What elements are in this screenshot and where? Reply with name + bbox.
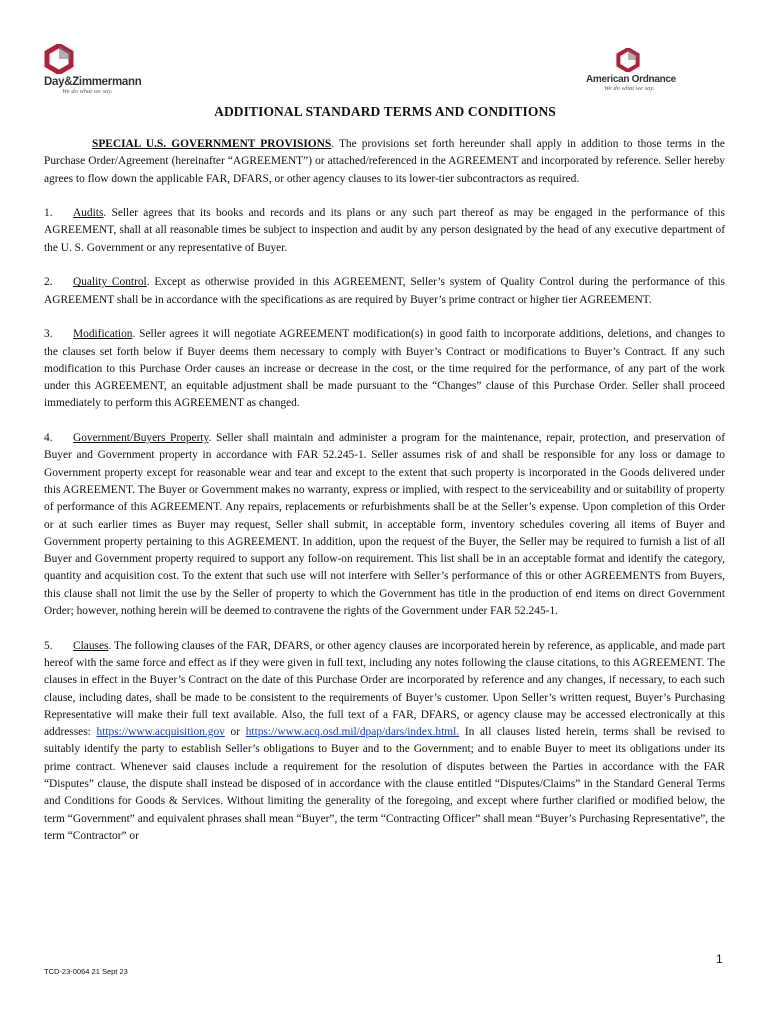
section-heading: Clauses: [73, 639, 109, 652]
section-paragraph: [44, 638, 725, 846]
section-number: 2.: [44, 276, 53, 289]
right-logo-tagline: We do what we say.: [604, 85, 655, 92]
right-logo-name: American Ordnance: [586, 74, 676, 85]
section-text: . Seller shall maintain and administer a program for the maintenance, repair, protection, and preservation of Buyer and Government property in accordance with FAR 52.245-1. Seller assumes risk of and shall be responsible for any loss or damage to Government property except for reasonable wear and tear and except to the extent that such property is incorporated in the Goods delivered under this AGREEMENT. The Buyer or Government makes no warranty, express or implied, with respect to the serviceability and or suitability of property of performance of this AGREEMENT. Any repairs, replacements or refurbishments shall be at the Seller’s expense. Upon completion of this Order or at such earlier times as Buyer may request, Seller shall submit, in acceptable form, inventory schedules covering all items of Buyer and Government property pertaining to this AGREEMENT. In addition, upon the request of the Buyer, the Seller may be required to furnish a list of all Buyer and Government property required to support any follow-on requirement. This list shall be in an acceptable format and identify the category, quantity and acquisition cost. To the extent that such use will not interfere with Seller’s performance of this or other AGREEMENTS from Buyers, this clause shall not limit the use by the Seller of property to which the Government has title in the production of end items on direct Government Order; however, nothing herein will be deemed to contravene the rights of the Government under FAR 52.245-1.: [44, 432, 725, 618]
document-body: [44, 136, 725, 862]
dars-link[interactable]: https://www.acq.osd.mil/dpap/dars/index.html.: [245, 726, 460, 739]
section-text-continued: In all clauses listed herein, terms shall be revised to suitably identify the party to establish Seller’s obligations to Buyer and to the Government; and to enable Buyer to meet its obligations under its prime contract. Whenever said clauses include a requirement for the resolution of disputes between the Parties in accordance with the FAR “Disputes” clause, the dispute shall instead be disposed of in accordance with the clause entitled “Disputes/Claims” in the Standard General Terms and Conditions for Goods & Services. Without limiting the generality of the foregoing, and except where further clarified or modified below, the term “Government” and equivalent phrases shall mean “Buyer”, the term “Contracting Officer” shall mean “Buyer’s Purchasing Representative”, the term “Contractor” or: [44, 726, 725, 842]
section-paragraph: [44, 326, 725, 412]
american-ordnance-logo: [580, 48, 680, 92]
document-footer: TCD-23-0064 21 Sept 23: [44, 967, 128, 976]
section-number: 3.: [44, 328, 53, 341]
section-number: 1.: [44, 207, 53, 220]
section-paragraph: [44, 205, 725, 257]
link-joiner: or: [224, 726, 246, 739]
intro-text: . The provisions set forth hereunder shall apply in addition to those terms in the Purchase Order/Agreement (hereinafter “AGREEMENT”) or attached/referenced in the AGREEMENT and incorporated by reference. Seller hereby agrees to flow down the applicable FAR, DFARS, or other agency clauses to its lower-tier subcontractors as required.: [44, 138, 725, 185]
day-zimmermann-logo: [44, 44, 144, 95]
section-paragraph: [44, 274, 725, 309]
document-title: ADDITIONAL STANDARD TERMS AND CONDITIONS: [214, 104, 556, 119]
section-paragraph: [44, 430, 725, 620]
section-heading: Quality Control: [73, 276, 147, 289]
intro-heading: SPECIAL U.S. GOVERNMENT PROVISIONS: [92, 138, 332, 150]
section-text: . Seller agrees that its books and records and its plans or any such part thereof as may be engaged in the performance of this AGREEMENT, shall at all reasonable times be subject to inspection and audit by any person designated by the head of any executive department of the U. S. Government or any representative of Buyer.: [44, 207, 725, 254]
section-text: . The following clauses of the FAR, DFARS, or other agency clauses are incorporated herein by reference, as applicable, and made part hereof with the same force and effect as if they were given in full text, including any notes following the clause citations, to this AGREEMENT. The clauses in effect in the Buyer’s Contract on the date of this Purchase Order are incorporated by reference and any changes, if necessary, to each such clause, including dates, shall be made to be consistent to the requirements of Buyer’s customer. Upon Seller’s written request, Buyer’s Purchasing Representative will make their full text available. Also, the full text of a FAR, DFARS, or agency clause may be accessed electronically at this addresses:: [44, 639, 725, 739]
section-number: 4.: [44, 432, 53, 445]
intro-paragraph: [44, 136, 725, 188]
section-number: 5.: [44, 639, 53, 652]
hexagon-logo-icon: [44, 44, 74, 74]
section-text: . Except as otherwise provided in this AGREEMENT, Seller’s system of Quality Control during the performance of this AGREEMENT shall be in accordance with the specifications as are required by Buyer’s prime contract or higher tier AGREEMENT.: [44, 276, 725, 306]
hexagon-logo-icon: [616, 48, 640, 72]
section-heading: Government/Buyers Property: [73, 432, 209, 445]
left-logo-tagline: We do what we say.: [62, 88, 113, 95]
section-heading: Modification: [73, 328, 133, 341]
left-logo-name: Day&Zimmermann: [44, 76, 142, 88]
acquisition-gov-link[interactable]: https://www.acquisition.gov: [96, 726, 225, 739]
section-text: . Seller agrees it will negotiate AGREEMENT modification(s) in good faith to incorporate additions, deletions, and changes to the clauses set forth below if Buyer deems them necessary to comply with Buyer’s Contract or modifications to Buyer’s Contract. If any such modification to this Purchase Order causes an increase or decrease in the cost, or the time required for the performance, of any part of the work under this AGREEMENT, an equitable adjustment shall be made pursuant to the “Changes” clause of this Purchase Order. Seller shall proceed immediately to perform this AGREEMENT as changed.: [44, 328, 725, 410]
section-heading: Audits: [73, 207, 104, 220]
page-number: 1: [716, 952, 723, 966]
